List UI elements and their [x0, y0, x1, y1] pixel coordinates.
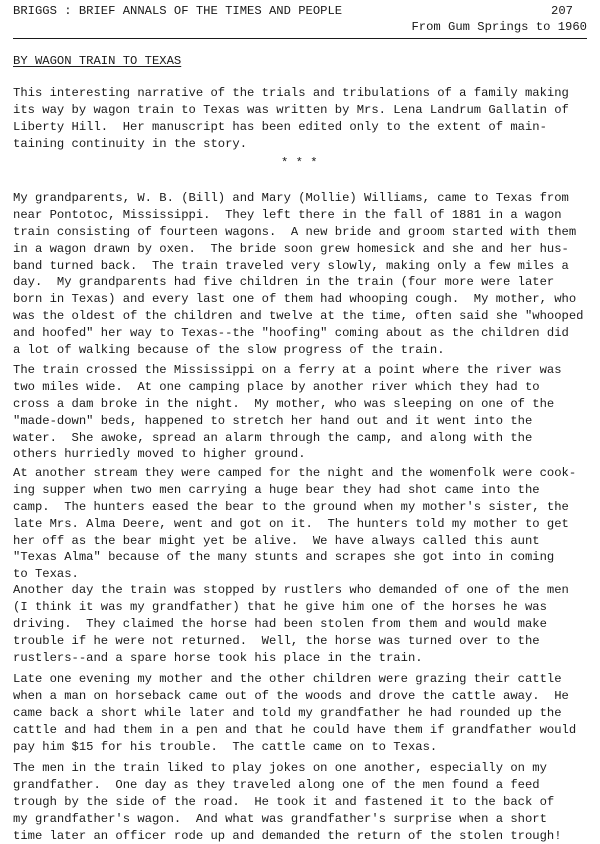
text-line: (I think it was my grandfather) that he give him one of the horses he was: [13, 599, 547, 614]
text-line: cattle and had them in a pen and that he could have them if grandfather would: [13, 722, 577, 737]
running-header: [13, 4, 587, 38]
text-line: in a wagon drawn by oxen. The bride soon grew homesick and she and her hus-: [13, 241, 569, 256]
text-line: born in Texas) and every last one of them had whooping cough. My mother, who: [13, 292, 577, 307]
text-line: its way by wagon train to Texas was written by Mrs. Lena Landrum Gallatin of: [13, 102, 569, 117]
text-line: The men in the train liked to play jokes on one another, especially on my: [13, 761, 547, 775]
text-line: The train crossed the Mississippi on a ferry at a point where the river was: [13, 363, 562, 377]
text-line: my grandfather's wagon. And what was grandfather's surprise when a short: [13, 811, 547, 826]
text-line: pay him $15 for his trouble. The cattle came on to Texas.: [13, 739, 438, 754]
text-line: when a man on horseback came out of the woods and drove the cattle away. He: [13, 688, 569, 703]
text-line: driving. They claimed the horse had been stolen from them and would make: [13, 616, 547, 631]
text-line: grandfather. One day as they traveled along one of the men found a feed: [13, 777, 540, 792]
text-line: Late one evening my mother and the other children were grazing their cattle: [13, 672, 562, 686]
text-line: "made-down" beds, happened to stretch her hand out and it went into the: [13, 413, 533, 428]
text-line: others hurriedly moved to higher ground.: [13, 447, 306, 462]
text-line: near Pontotoc, Mississippi. They left there in the fall of 1881 in a wagon: [13, 207, 562, 222]
text-line: a lot of walking because of the slow progress of the train.: [13, 343, 445, 358]
paragraph-rustlers: [13, 582, 593, 666]
intro-paragraph: [13, 85, 593, 153]
text-line: was the oldest of the children and twelve at the time, often said she "whooped: [13, 309, 584, 324]
section-title: BY WAGON TRAIN TO TEXAS: [13, 54, 182, 68]
text-line: day. My grandparents had five children in the train (four more were later: [13, 275, 555, 290]
text-line: This interesting narrative of the trials and tribulations of a family making: [13, 86, 569, 100]
paragraph-bear: [13, 465, 593, 583]
paragraph-cattle: [13, 671, 593, 755]
text-line: to Texas.: [13, 567, 79, 582]
text-line: late Mrs. Alma Deere, went and got on it. The hunters told my mother to get: [13, 516, 569, 531]
text-line: and hoofed" her way to Texas--the "hoofing" coming about as the children did: [13, 326, 569, 341]
text-line: her off as the bear might yet be alive. We have always called this aunt: [13, 533, 540, 548]
section-separator: * * *: [281, 156, 318, 170]
text-line: time later an officer rode up and demanded the return of the stolen trough!: [13, 828, 562, 843]
text-line: train consisting of fourteen wagons. A new bride and groom started with them: [13, 224, 577, 239]
text-line: Another day the train was stopped by rustlers who demanded of one of the men: [13, 583, 569, 597]
text-line: cross a dam broke in the night. My mother, who was sleeping on one of the: [13, 396, 555, 411]
text-line: came back a short while later and told my grandfather he had rounded up the: [13, 705, 562, 720]
header-rule: [13, 38, 587, 39]
text-line: ing supper when two men carrying a huge bear they had shot came into the: [13, 482, 540, 497]
paragraph-trough-joke: [13, 760, 593, 844]
text-line: taining continuity in the story.: [13, 136, 248, 151]
text-line: At another stream they were camped for the night and the womenfolk were cook-: [13, 466, 577, 480]
text-line: trough by the side of the road. He took it and fastened it to the back of: [13, 794, 555, 809]
text-line: camp. The hunters eased the bear to the ground when my mother's sister, the: [13, 499, 569, 514]
paragraph-grandparents: [13, 190, 593, 359]
text-line: trouble if he were not returned. Well, the horse was turned over to the: [13, 633, 540, 648]
text-line: My grandparents, W. B. (Bill) and Mary (Mollie) Williams, came to Texas from: [13, 191, 569, 205]
text-line: water. She awoke, spread an alarm through the camp, and along with the: [13, 430, 533, 445]
page-number: 207: [551, 4, 573, 18]
header-subtitle: From Gum Springs to 1960: [411, 20, 587, 34]
text-line: Liberty Hill. Her manuscript has been edited only to the extent of main-: [13, 119, 547, 134]
header-title: BRIGGS : BRIEF ANNALS OF THE TIMES AND PEOPLE: [13, 4, 343, 18]
text-line: band turned back. The train traveled very slowly, making only a few miles a: [13, 258, 569, 273]
text-line: "Texas Alma" because of the many stunts and scrapes she got into in coming: [13, 550, 555, 565]
text-line: two miles wide. At one camping place by another river which they had to: [13, 379, 540, 394]
paragraph-river-crossing: [13, 362, 593, 463]
text-line: rustlers--and a spare horse took his place in the train.: [13, 650, 423, 665]
